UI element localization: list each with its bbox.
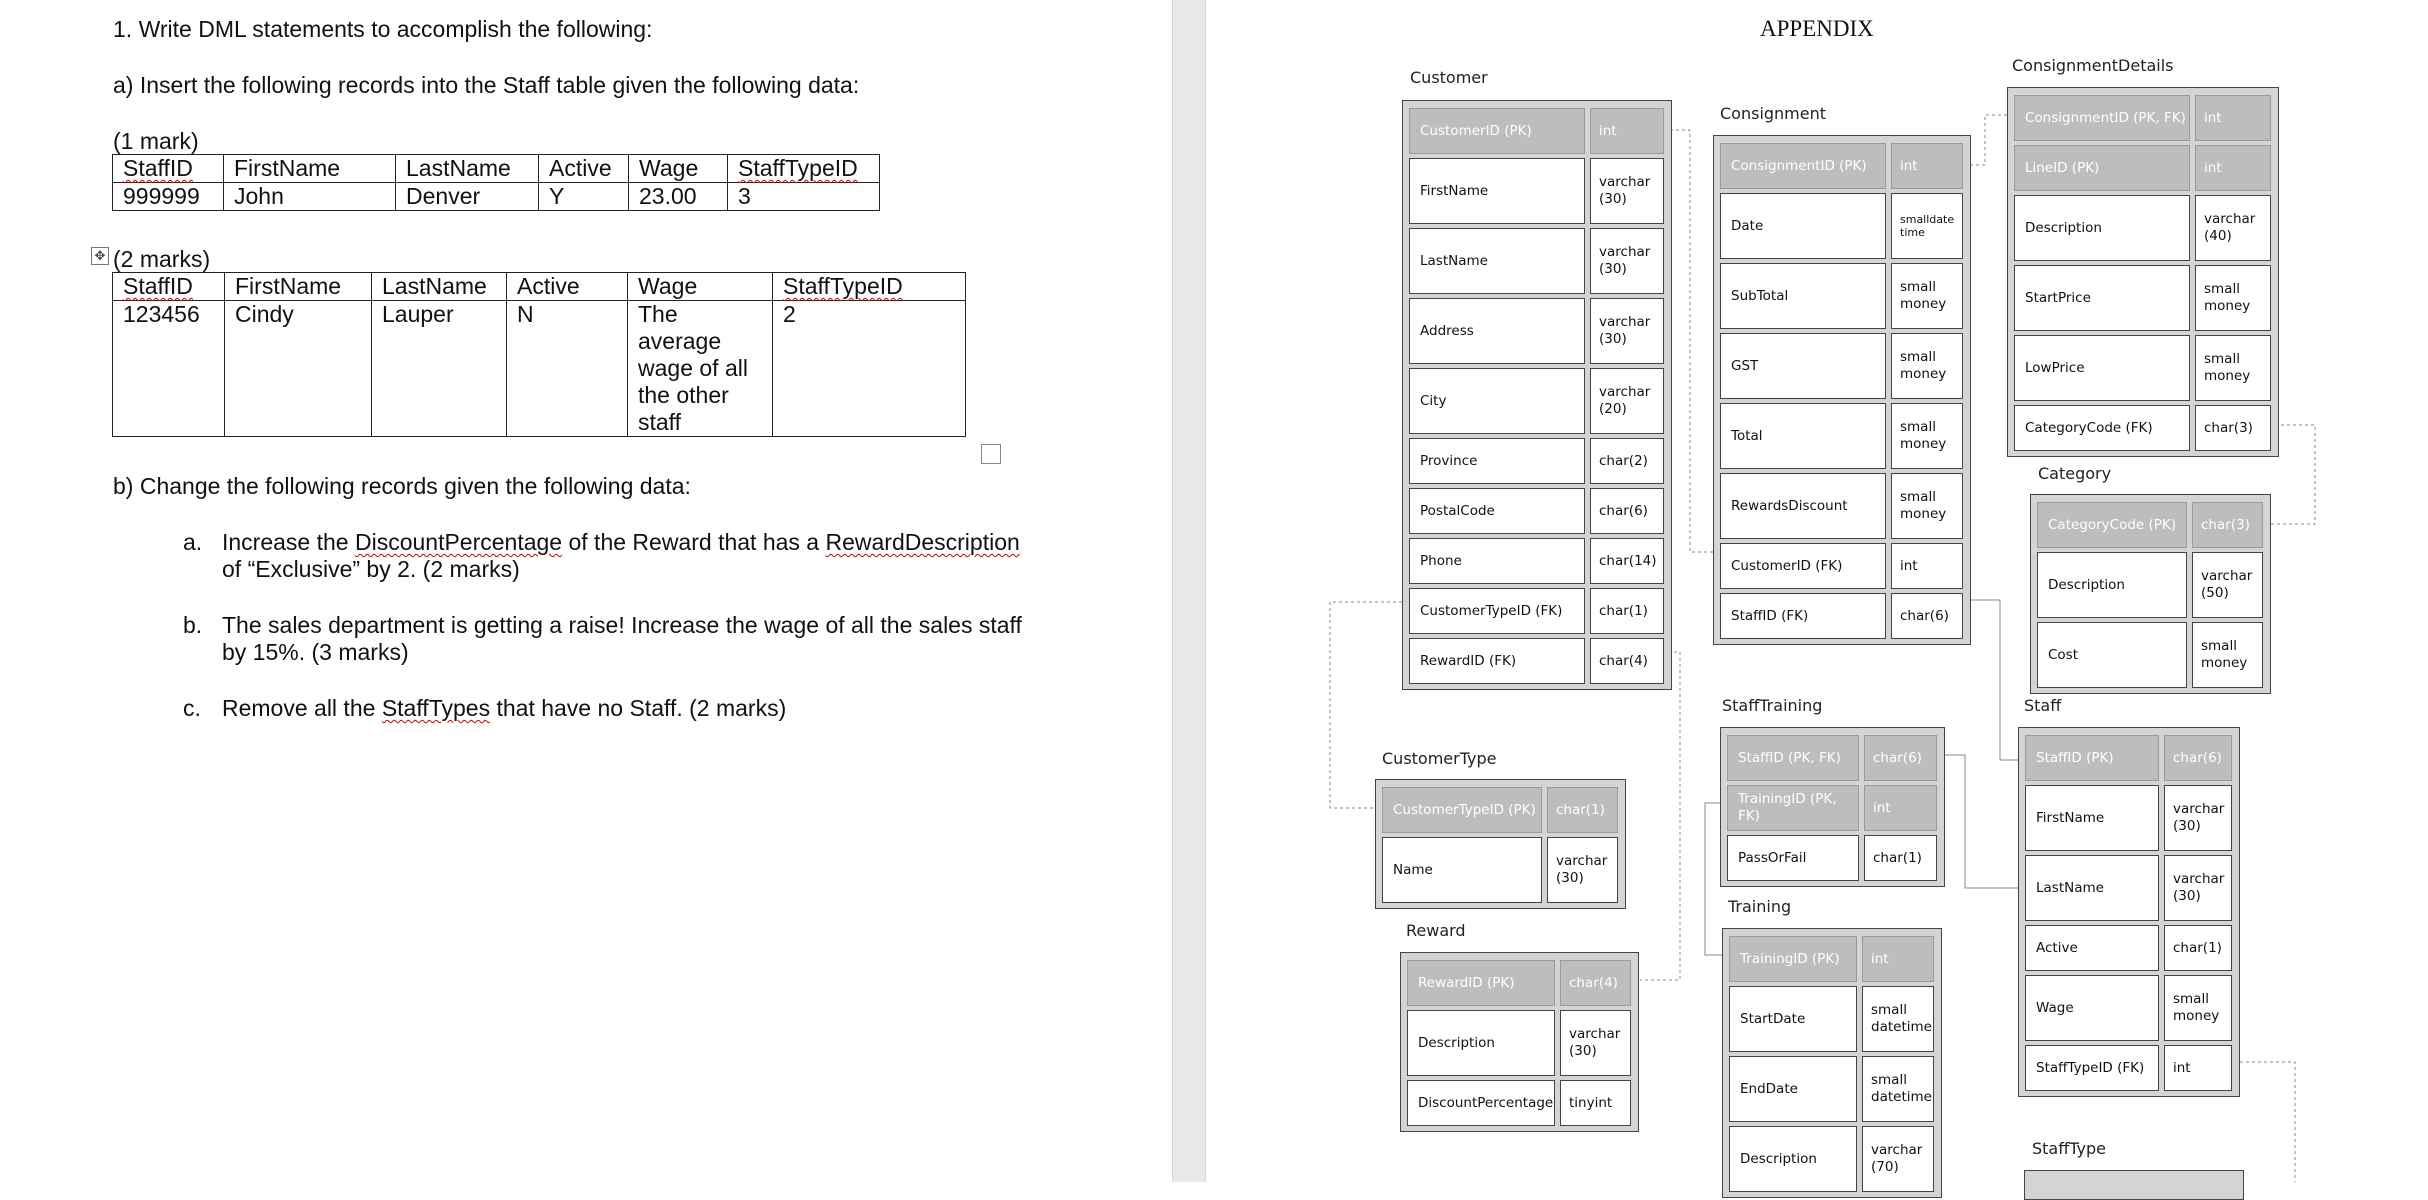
field-name: FirstName <box>2025 785 2159 851</box>
field-type: small money <box>1891 473 1963 539</box>
mark-1: (1 mark) <box>113 128 199 154</box>
entity-title-stafftraining: StaffTraining <box>1722 696 1823 715</box>
field-name: FirstName <box>1409 158 1585 224</box>
header-cell: LastName <box>372 273 507 301</box>
entity-title-customertype: CustomerType <box>1382 749 1497 768</box>
field-name: TrainingID (PK) <box>1729 936 1857 982</box>
field-type: char(2) <box>1590 438 1664 484</box>
question-heading: 1. Write DML statements to accomplish the following: <box>113 16 653 42</box>
field-type: int <box>2195 145 2271 191</box>
field-type: varchar (50) <box>2192 552 2263 618</box>
field-type: small money <box>2164 975 2232 1041</box>
mark-2: (2 marks) <box>113 246 211 272</box>
header-cell: FirstName <box>225 273 372 301</box>
table-cell: Denver <box>396 183 539 211</box>
header-cell: Active <box>539 155 629 183</box>
field-name: SubTotal <box>1720 263 1886 329</box>
field-type: int <box>2164 1045 2232 1091</box>
field-type: varchar (30) <box>2164 855 2232 921</box>
field-name: CustomerID (PK) <box>1409 108 1585 154</box>
field-type: varchar (30) <box>1560 1010 1631 1076</box>
wage-line: wage of all <box>638 355 748 381</box>
entity-reward[interactable] <box>1400 952 1639 1132</box>
field-name: TrainingID (PK, FK) <box>1727 785 1859 831</box>
field-type: char(14) <box>1590 538 1664 584</box>
field-name: StaffID (FK) <box>1720 593 1886 639</box>
field-type: tinyint <box>1560 1080 1631 1126</box>
field-name: StaffID (PK, FK) <box>1727 735 1859 781</box>
part-a-intro: a) Insert the following records into the Staff table given the following data: <box>113 72 860 98</box>
field-name: Description <box>1729 1126 1857 1192</box>
part-b-b-line1: The sales department is getting a raise! Increase the wage of all the sales staff <box>222 612 1022 638</box>
entity-title-consignment: Consignment <box>1720 104 1827 123</box>
field-type: int <box>1590 108 1664 154</box>
part-b-a-line1: Increase the DiscountPercentage of the Reward that has a RewardDescription <box>222 529 1020 555</box>
field-name: Date <box>1720 193 1886 259</box>
entity-title-training: Training <box>1728 897 1792 916</box>
table-cell: Lauper <box>372 301 507 437</box>
entity-stafftraining[interactable] <box>1720 727 1945 887</box>
field-type: small datetime <box>1862 1056 1934 1122</box>
part-b-b-label: b. <box>183 612 203 638</box>
field-name: Description <box>1407 1010 1555 1076</box>
field-name: Description <box>2014 195 2190 261</box>
field-type: varchar (30) <box>2164 785 2232 851</box>
header-cell: Wage <box>628 273 773 301</box>
entity-staff[interactable] <box>2018 727 2240 1097</box>
field-type: small datetime <box>1862 986 1934 1052</box>
header-cell: Active <box>507 273 628 301</box>
field-name: ConsignmentID (PK, FK) <box>2014 95 2190 141</box>
table-cell: Y <box>539 183 629 211</box>
entity-title-reward: Reward <box>1406 921 1466 940</box>
entity-title-category: Category <box>2038 464 2112 483</box>
table-cell: 3 <box>728 183 880 211</box>
part-b-a-line2: of “Exclusive” by 2. (2 marks) <box>222 556 520 582</box>
field-name: LastName <box>1409 228 1585 294</box>
entity-training[interactable] <box>1722 928 1942 1198</box>
field-name: RewardID (FK) <box>1409 638 1585 684</box>
field-type: int <box>1862 936 1934 982</box>
field-name: Phone <box>1409 538 1585 584</box>
field-type: small money <box>1891 403 1963 469</box>
entity-title-consignmentdetails: ConsignmentDetails <box>2012 56 2174 75</box>
field-name: StaffID (PK) <box>2025 735 2159 781</box>
field-type: varchar (40) <box>2195 195 2271 261</box>
header-cell: StaffID <box>113 155 224 183</box>
field-name: PassOrFail <box>1727 835 1859 881</box>
field-type: char(1) <box>1547 787 1618 833</box>
wage-line: the other <box>638 382 729 408</box>
table-cell: 123456 <box>113 301 225 437</box>
field-name: LineID (PK) <box>2014 145 2190 191</box>
field-type: char(6) <box>2164 735 2232 781</box>
entity-title-staff: Staff <box>2024 696 2062 715</box>
entity-title-customer: Customer <box>1410 68 1488 87</box>
field-type: small money <box>1891 263 1963 329</box>
entity-consignment[interactable] <box>1713 135 1971 645</box>
header-cell: FirstName <box>224 155 396 183</box>
header-cell: Wage <box>629 155 728 183</box>
field-name: Active <box>2025 925 2159 971</box>
part-b-c-line: Remove all the StaffTypes that have no Staff. (2 marks) <box>222 695 787 721</box>
field-type: char(1) <box>2164 925 2232 971</box>
field-name: CustomerTypeID (FK) <box>1409 588 1585 634</box>
field-name: CustomerTypeID (PK) <box>1382 787 1542 833</box>
field-type: smalldate time <box>1891 193 1963 259</box>
appendix-title: APPENDIX <box>1760 16 1874 41</box>
table-cell: Cindy <box>225 301 372 437</box>
field-name: CategoryCode (FK) <box>2014 405 2190 451</box>
entity-category[interactable] <box>2030 494 2271 694</box>
field-type: varchar (30) <box>1590 298 1664 364</box>
table-cell: 999999 <box>113 183 224 211</box>
entity-title-stafftype: StaffType <box>2032 1139 2107 1158</box>
part-b-intro: b) Change the following records given the following data: <box>113 473 691 499</box>
part-b-c-label: c. <box>183 695 201 721</box>
field-type: char(4) <box>1560 960 1631 1006</box>
field-name: RewardsDiscount <box>1720 473 1886 539</box>
field-name: EndDate <box>1729 1056 1857 1122</box>
field-name: RewardID (PK) <box>1407 960 1555 1006</box>
field-type: int <box>1891 543 1963 589</box>
field-type: varchar (70) <box>1862 1126 1934 1192</box>
field-name: Wage <box>2025 975 2159 1041</box>
field-name: City <box>1409 368 1585 434</box>
field-type: char(6) <box>1590 488 1664 534</box>
header-cell: StaffTypeID <box>773 273 966 301</box>
field-type: varchar (20) <box>1590 368 1664 434</box>
field-type: int <box>1864 785 1937 831</box>
field-type: char(3) <box>2195 405 2271 451</box>
field-name: Address <box>1409 298 1585 364</box>
field-name: Province <box>1409 438 1585 484</box>
field-name: PostalCode <box>1409 488 1585 534</box>
wage-line: The <box>638 301 678 327</box>
field-name: DiscountPercentage <box>1407 1080 1555 1126</box>
table-cell: John <box>224 183 396 211</box>
field-type: int <box>2195 95 2271 141</box>
header-cell: StaffID <box>113 273 225 301</box>
field-type: int <box>1891 143 1963 189</box>
field-name: ConsignmentID (PK) <box>1720 143 1886 189</box>
field-type: char(3) <box>2192 502 2263 548</box>
field-type: varchar (30) <box>1547 837 1618 903</box>
table-cell: N <box>507 301 628 437</box>
table-move-handle-icon[interactable]: ✥ <box>91 247 109 265</box>
field-type: varchar (30) <box>1590 228 1664 294</box>
field-type: char(1) <box>1864 835 1937 881</box>
field-type: small money <box>1891 333 1963 399</box>
header-cell: StaffTypeID <box>728 155 880 183</box>
table-cell: 2 <box>773 301 966 437</box>
field-name: CategoryCode (PK) <box>2037 502 2187 548</box>
field-name: CustomerID (FK) <box>1720 543 1886 589</box>
entity-customer[interactable] <box>1402 100 1672 690</box>
field-name: LastName <box>2025 855 2159 921</box>
field-name: GST <box>1720 333 1886 399</box>
entity-stafftype[interactable] <box>2024 1170 2244 1200</box>
field-type: small money <box>2195 265 2271 331</box>
field-name: Name <box>1382 837 1542 903</box>
field-name: Total <box>1720 403 1886 469</box>
part-b-a-label: a. <box>183 529 203 555</box>
field-name: StaffTypeID (FK) <box>2025 1045 2159 1091</box>
part-b-b-line2: by 15%. (3 marks) <box>222 639 409 665</box>
field-type: small money <box>2192 622 2263 688</box>
field-type: char(1) <box>1590 588 1664 634</box>
field-type: char(6) <box>1864 735 1937 781</box>
field-name: StartPrice <box>2014 265 2190 331</box>
field-name: Description <box>2037 552 2187 618</box>
wage-line: average <box>638 328 722 354</box>
wage-line: staff <box>638 409 682 435</box>
entity-consignmentdetails[interactable] <box>2007 87 2279 457</box>
field-name: LowPrice <box>2014 335 2190 401</box>
field-type: varchar (30) <box>1590 158 1664 224</box>
table-cell: 23.00 <box>629 183 728 211</box>
field-type: char(4) <box>1590 638 1664 684</box>
field-type: char(6) <box>1891 593 1963 639</box>
field-type: small money <box>2195 335 2271 401</box>
field-name: Cost <box>2037 622 2187 688</box>
header-cell: LastName <box>396 155 539 183</box>
entity-customertype[interactable] <box>1375 779 1626 909</box>
field-name: StartDate <box>1729 986 1857 1052</box>
